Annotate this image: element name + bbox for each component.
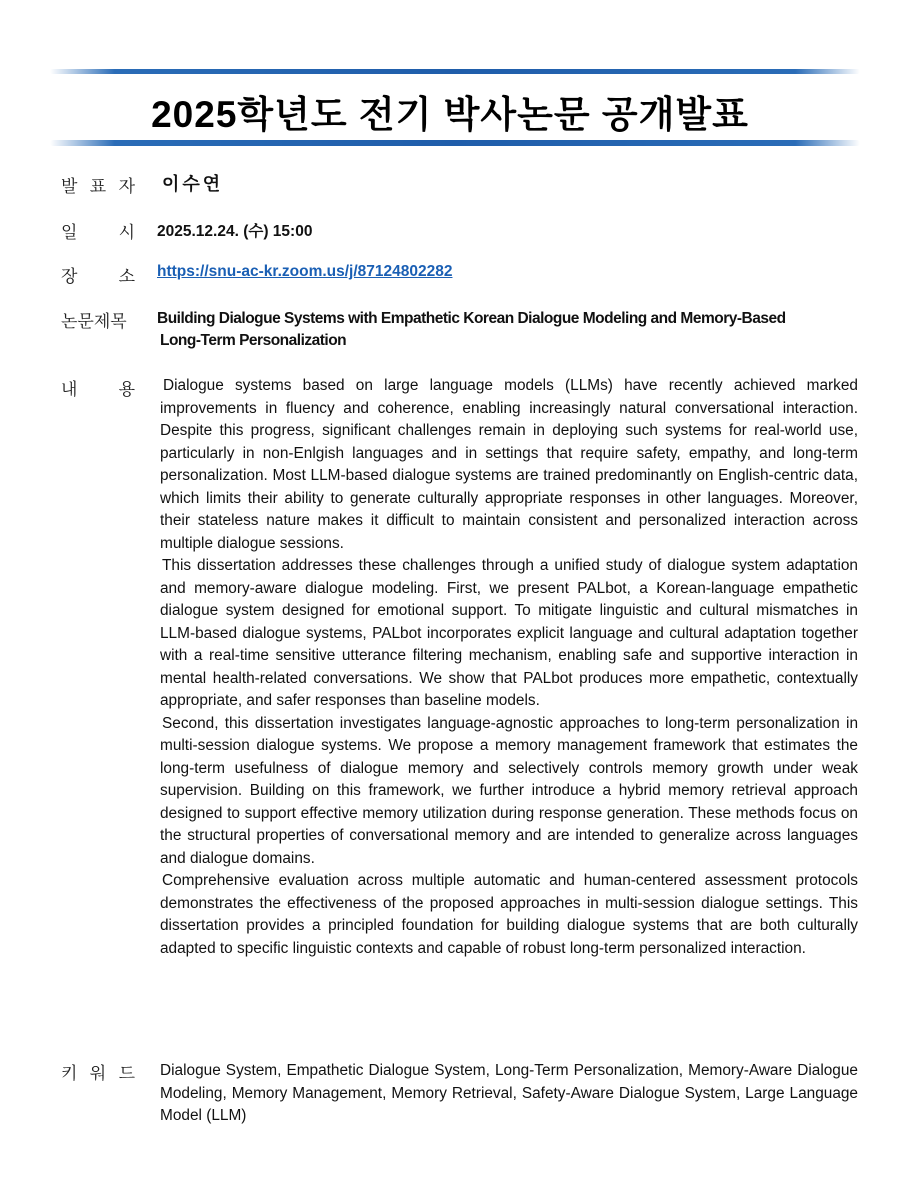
keywords-label: 키 워 드 [61, 1064, 135, 1083]
zoom-link[interactable]: https://snu-ac-kr.zoom.us/j/87124802282 [157, 263, 453, 280]
title-top-rule [50, 69, 860, 74]
datetime-value: 2025.12.24. (수) 15:00 [157, 223, 313, 240]
abstract-paragraph-1: Dialogue systems based on large language models (LLMs) have recently achieved marked improvements in fluency and coherence, enabling increasingly natural conversational interaction. Despite this progress, significant challenges remain in deploying such systems for real-world use, particularly in non-Enlgish languages and in settings that require safety, empathy, and long-term personalization. Most LLM-based dialogue systems are trained predominantly on English-centric data, which limits their ability to generate culturally appropriate responses in other languages. Moreover, their stateless nature makes it difficult to maintain consistent and personalized interaction across multiple dialogue sessions. [160, 377, 858, 552]
thesis-title-line1: Building Dialogue Systems with Empathetic Korean Dialogue Modeling and Memory-Based [157, 310, 786, 327]
keywords-list: Dialogue System, Empathetic Dialogue System, Long-Term Personalization, Memory-Aware Dialogue Modeling, Memory Management, Memory Retrieval, Safety-Aware Dialogue System, Large Language Model (LLM) [160, 1062, 858, 1124]
location-label: 장 소 [61, 267, 135, 286]
datetime-label: 일 시 [61, 223, 135, 242]
abstract [160, 375, 858, 960]
content-label: 내 용 [61, 380, 135, 399]
thesis-title-line2: Long-Term Personalization [160, 332, 347, 349]
abstract-paragraph-4: Comprehensive evaluation across multiple automatic and human-centered assessment protocols demonstrates the effectiveness of the proposed approaches in multi-session dialogue settings. This dissertation provides a principled foundation for building dialogue systems that are both culturally adapted to specific linguistic contexts and capable of robust long-term personalized interaction. [160, 872, 858, 957]
thesis-title [157, 308, 847, 352]
presenter-name: 이수연 [162, 174, 224, 194]
thesis-title-label: 논문제목 [61, 312, 127, 331]
abstract-paragraph-2: This dissertation addresses these challenges through a unified study of dialogue system adaptation and memory-aware dialogue modeling. First, we present PALbot, a Korean-language empathetic dialogue system designed for emotional support. To mitigate linguistic and cultural mismatches in LLM-based dialogue systems, PALbot incorporates explicit language and cultural adaptation together with a real-time sensitive utterance filtering mechanism, enabling safe and supportive interaction in mental health-related conversations. We show that PALbot produces more empathetic, contextually appropriate, and safer responses than baseline models. [160, 557, 858, 709]
presenter-label: 발 표 자 [61, 177, 135, 196]
title-bottom-rule [50, 140, 860, 146]
page-title: 2025학년도 전기 박사논문 공개발표 [151, 94, 749, 135]
abstract-paragraph-3: Second, this dissertation investigates language-agnostic approaches to long-term personalization in multi-session dialogue systems. We propose a memory management framework that estimates the long-term usefulness of dialogue memory and selectively controls memory growth under weak supervision. Building on this framework, we further introduce a hybrid memory retrieval approach designed to support effective memory utilization during response generation. These methods focus on the structural properties of conversational memory and are intended to generalize across languages and dialogue domains. [160, 714, 858, 867]
